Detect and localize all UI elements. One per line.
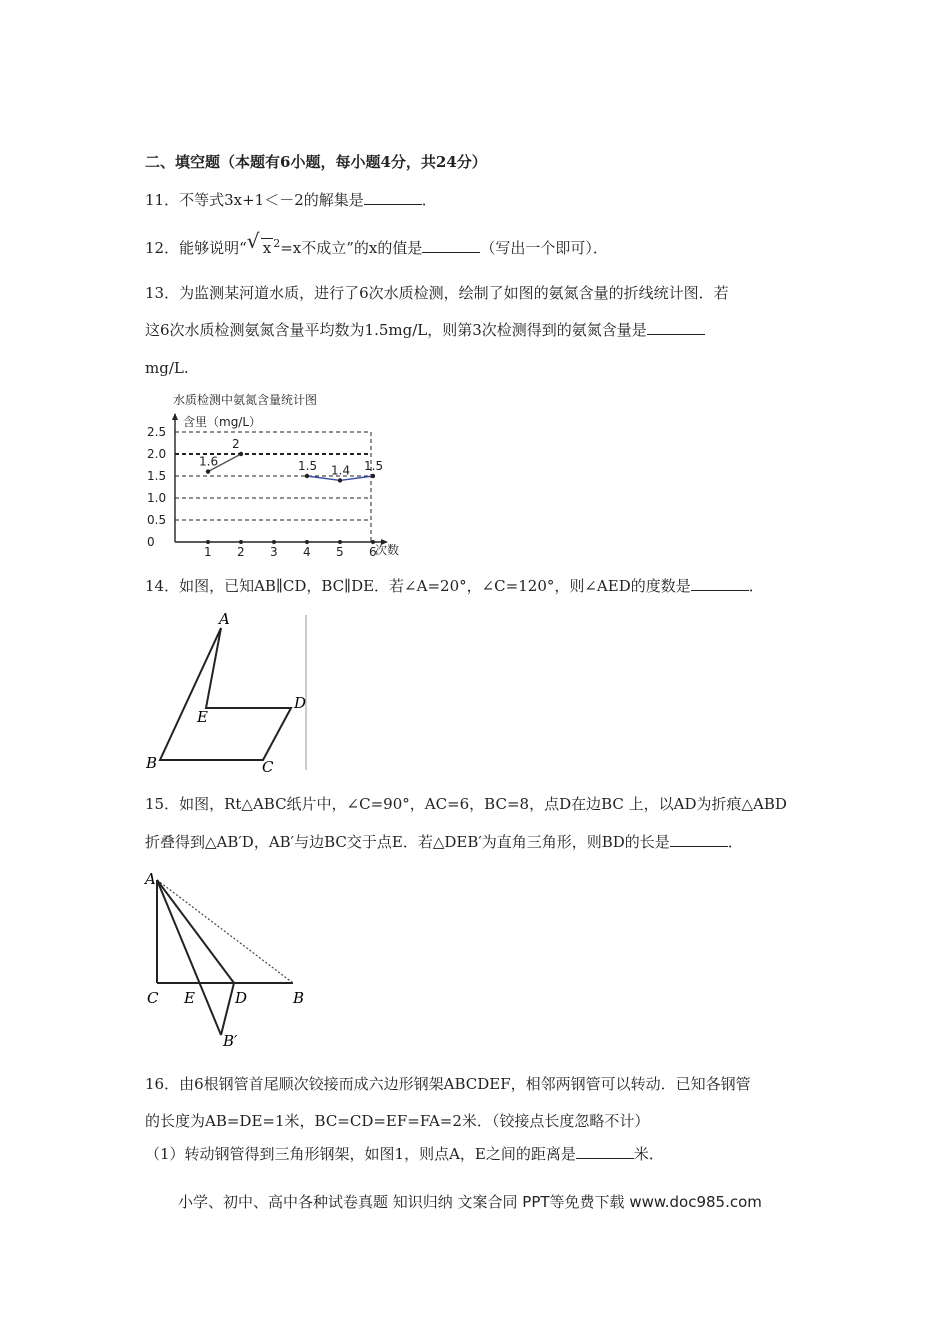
question-15-line2: 折叠得到△AB′D，AB′与边BC交于点E．若△DEB′为直角三角形，则BD的长是 ．	[145, 833, 743, 851]
data-label: 2	[232, 437, 240, 451]
y-tick-label: 2.0	[147, 447, 167, 461]
label-b: B	[146, 754, 158, 772]
x-tick-label: 4	[303, 545, 311, 559]
figure-14-parallel-lines	[143, 610, 313, 775]
x-tick-mark	[206, 540, 210, 544]
label-c: C	[147, 989, 159, 1007]
question-15-line1: 15．如图，Rt△ABC纸片中，∠C=90°，AC=6，BC=8，点D在边BC 上，以AD为折痕△ABD	[145, 795, 787, 813]
x-tick-label: 1	[204, 545, 212, 559]
chart-title: 水质检测中氨氮含量统计图	[173, 393, 318, 407]
answer-blank	[364, 190, 422, 205]
x-tick-label: 3	[270, 545, 278, 559]
question-11: 11．不等式3x+1＜－2的解集是 ．	[145, 191, 437, 209]
label-b: B	[293, 989, 305, 1007]
label-d: D	[235, 989, 248, 1007]
data-point	[305, 474, 309, 478]
x-tick-mark	[305, 540, 309, 544]
data-point	[206, 469, 210, 473]
answer-blank	[422, 238, 480, 253]
y-tick-label: 1.5	[147, 469, 167, 483]
data-label: 1.5	[364, 459, 384, 473]
label-b-prime: B′	[223, 1032, 238, 1048]
x-tick-mark	[239, 540, 243, 544]
question-13-line3: mg/L.	[145, 359, 189, 377]
sqrt-expression: √ x $^2$	[246, 229, 281, 257]
x-tick-mark	[272, 540, 276, 544]
question-14-text: 14．如图，已知AB∥CD，BC∥DE．若∠A=20°，∠C=120°，则∠AED的度数是	[145, 577, 691, 595]
chart-ylabel: 含里（mg/L）	[183, 415, 262, 429]
x-tick-mark	[371, 540, 375, 544]
data-label: 1.6	[199, 454, 219, 469]
question-14: 14．如图，已知AB∥CD，BC∥DE．若∠A=20°，∠C=120°，则∠AED的度数是 ．	[145, 577, 764, 595]
x-tick-mark	[338, 540, 342, 544]
answer-blank	[670, 832, 728, 847]
label-e: E	[184, 989, 195, 1007]
question-16-line3: （1）转动钢管得到三角形钢架，如图1，则点A，E之间的距离是 米．	[145, 1145, 664, 1163]
y-tick-label: 2.5	[147, 425, 167, 439]
chart-xlabel: 次数	[375, 543, 400, 557]
x-tick-label: 2	[237, 545, 245, 559]
answer-blank	[647, 320, 705, 335]
answer-blank	[691, 576, 749, 591]
data-label: 1.5	[298, 459, 318, 473]
x-tick-label: 5	[336, 545, 344, 559]
label-a: A	[219, 610, 230, 628]
data-label: 1.4	[331, 463, 351, 478]
label-e: E	[197, 708, 208, 726]
question-13-line1: 13．为监测某河道水质，进行了6次水质检测，绘制了如图的氨氮含量的折线统计图．若	[145, 284, 729, 302]
data-point	[338, 478, 342, 482]
ammonia-line-chart	[143, 390, 403, 560]
question-12-text: 12．能够说明“	[145, 239, 247, 257]
section-heading: 二、填空题（本题有6小题，每小题4分，共24分）	[145, 153, 487, 171]
x-tick-label: 6	[369, 545, 377, 559]
question-13-line2: 这6次水质检测氨氮含量平均数为1.5mg/L，则第3次检测得到的氨氮含量是	[145, 320, 705, 340]
y-tick-label: 0.5	[147, 513, 167, 527]
figure-14-shape	[160, 628, 291, 760]
question-12: 12．能够说明“ √ x $^2$=x不成立”的x的值是 （写出一个即可）．	[145, 229, 608, 257]
data-point	[239, 452, 243, 456]
label-d: D	[294, 694, 307, 712]
question-16-line2: 的长度为AB=DE=1米，BC=CD=EF=FA=2米．（铰接点长度忽略不计）	[145, 1112, 650, 1130]
data-point	[371, 474, 375, 478]
question-11-text: 11．不等式3x+1＜－2的解集是	[145, 191, 364, 209]
answer-blank	[576, 1144, 634, 1159]
label-a: A	[145, 870, 156, 888]
y-tick-label: 0	[147, 535, 155, 549]
label-c: C	[262, 758, 274, 775]
figure-15-folded-triangle	[143, 868, 308, 1048]
question-16-line1: 16．由6根钢管首尾顺次铰接而成六边形钢架ABCDEF，相邻两钢管可以转动．已知各钢管	[145, 1075, 751, 1093]
y-tick-label: 1.0	[147, 491, 167, 505]
footer-ad: 小学、初中、高中各种试卷真题 知识归纳 文案合同 PPT等免费下载 www.doc985.com	[178, 1193, 762, 1211]
